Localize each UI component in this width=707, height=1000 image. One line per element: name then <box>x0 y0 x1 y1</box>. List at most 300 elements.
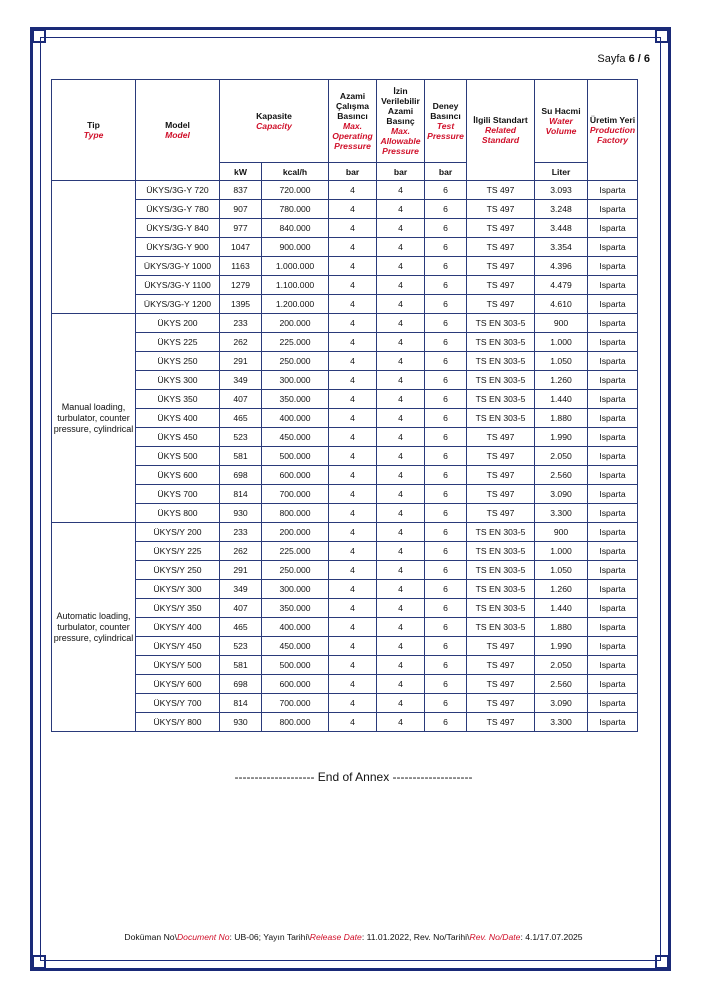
cell-kw: 698 <box>220 675 262 694</box>
cell-standard: TS 497 <box>467 428 535 447</box>
cell-test: 6 <box>425 238 467 257</box>
cell-standard: TS 497 <box>467 637 535 656</box>
cell-kw: 837 <box>220 181 262 200</box>
cell-standard: TS EN 303-5 <box>467 542 535 561</box>
table-row <box>52 257 638 276</box>
cell-water-volume: 900 <box>535 523 588 542</box>
cell-kcal: 350.000 <box>262 390 329 409</box>
cell-kcal: 450.000 <box>262 428 329 447</box>
cell-max-allow: 4 <box>377 580 425 599</box>
header-model-tr: Model <box>165 120 190 130</box>
cell-model: ÜKYS/3G-Y 1000 <box>136 257 220 276</box>
cell-factory: Isparta <box>588 542 638 561</box>
cell-max-op: 4 <box>329 352 377 371</box>
cell-standard: TS 497 <box>467 276 535 295</box>
cell-model: ÜKYS 450 <box>136 428 220 447</box>
cell-max-allow: 4 <box>377 409 425 428</box>
cell-kcal: 780.000 <box>262 200 329 219</box>
cell-max-allow: 4 <box>377 295 425 314</box>
table-row <box>52 694 638 713</box>
table-row <box>52 618 638 637</box>
cell-kw: 814 <box>220 694 262 713</box>
cell-model: ÜKYS/Y 800 <box>136 713 220 732</box>
cell-factory: Isparta <box>588 466 638 485</box>
cell-model: ÜKYS/Y 500 <box>136 656 220 675</box>
table-row <box>52 276 638 295</box>
table-row <box>52 428 638 447</box>
cell-test: 6 <box>425 314 467 333</box>
cell-test: 6 <box>425 637 467 656</box>
cell-max-allow: 4 <box>377 542 425 561</box>
header-water-en: Water Volume <box>545 116 577 136</box>
cell-factory: Isparta <box>588 314 638 333</box>
cell-factory: Isparta <box>588 428 638 447</box>
cell-water-volume: 1.990 <box>535 428 588 447</box>
cell-model: ÜKYS/Y 450 <box>136 637 220 656</box>
cell-max-allow: 4 <box>377 504 425 523</box>
cell-model: ÜKYS/Y 350 <box>136 599 220 618</box>
cell-test: 6 <box>425 409 467 428</box>
cell-test: 6 <box>425 618 467 637</box>
unit-bar: bar <box>377 163 425 181</box>
cell-test: 6 <box>425 257 467 276</box>
cell-kcal: 600.000 <box>262 466 329 485</box>
cell-factory: Isparta <box>588 257 638 276</box>
cell-kcal: 225.000 <box>262 542 329 561</box>
cell-test: 6 <box>425 599 467 618</box>
cell-kcal: 800.000 <box>262 713 329 732</box>
cell-water-volume: 3.090 <box>535 485 588 504</box>
cell-test: 6 <box>425 200 467 219</box>
cell-factory: Isparta <box>588 371 638 390</box>
footer-release-value: : 11.01.2022, Rev. No/Tarihi\ <box>361 932 470 942</box>
cell-standard: TS EN 303-5 <box>467 314 535 333</box>
cell-model: ÜKYS/Y 300 <box>136 580 220 599</box>
cell-max-allow: 4 <box>377 390 425 409</box>
table-row <box>52 447 638 466</box>
cell-kcal: 800.000 <box>262 504 329 523</box>
cell-max-allow: 4 <box>377 656 425 675</box>
cell-factory: Isparta <box>588 618 638 637</box>
cell-test: 6 <box>425 504 467 523</box>
cell-max-op: 4 <box>329 561 377 580</box>
header-max-operating-pressure <box>329 80 377 163</box>
cell-water-volume: 2.560 <box>535 466 588 485</box>
table-row <box>52 561 638 580</box>
cell-standard: TS EN 303-5 <box>467 523 535 542</box>
unit-bar: bar <box>329 163 377 181</box>
cell-model: ÜKYS/Y 225 <box>136 542 220 561</box>
header-test-pressure <box>425 80 467 163</box>
cell-max-allow: 4 <box>377 713 425 732</box>
cell-standard: TS EN 303-5 <box>467 580 535 599</box>
cell-factory: Isparta <box>588 219 638 238</box>
cell-kw: 930 <box>220 504 262 523</box>
cell-max-allow: 4 <box>377 618 425 637</box>
cell-model: ÜKYS/Y 200 <box>136 523 220 542</box>
cell-water-volume: 4.479 <box>535 276 588 295</box>
cell-water-volume: 3.090 <box>535 694 588 713</box>
cell-max-allow: 4 <box>377 447 425 466</box>
header-std-tr: İlgili Standart <box>473 115 528 125</box>
header-prod-en: Production Factory <box>589 125 636 145</box>
cell-standard: TS 497 <box>467 694 535 713</box>
cell-standard: TS 497 <box>467 257 535 276</box>
cell-kw: 523 <box>220 428 262 447</box>
cell-water-volume: 3.300 <box>535 504 588 523</box>
cell-max-op: 4 <box>329 485 377 504</box>
cell-model: ÜKYS 350 <box>136 390 220 409</box>
cell-water-volume: 1.440 <box>535 390 588 409</box>
cell-test: 6 <box>425 390 467 409</box>
cell-model: ÜKYS 700 <box>136 485 220 504</box>
cell-kw: 349 <box>220 580 262 599</box>
header-capacity-tr: Kapasite <box>256 111 292 121</box>
cell-model: ÜKYS/3G-Y 1100 <box>136 276 220 295</box>
table-row <box>52 485 638 504</box>
cell-standard: TS 497 <box>467 656 535 675</box>
page-number <box>597 53 650 65</box>
unit-bar: bar <box>425 163 467 181</box>
cell-factory: Isparta <box>588 409 638 428</box>
cell-test: 6 <box>425 352 467 371</box>
cell-model: ÜKYS 250 <box>136 352 220 371</box>
table-row <box>52 219 638 238</box>
cell-water-volume: 1.050 <box>535 352 588 371</box>
table-row <box>52 580 638 599</box>
table-row <box>52 656 638 675</box>
cell-test: 6 <box>425 694 467 713</box>
cell-kw: 977 <box>220 219 262 238</box>
frame-corner-ornament <box>655 955 669 969</box>
cell-model: ÜKYS/Y 250 <box>136 561 220 580</box>
table-row <box>52 352 638 371</box>
header-type <box>52 80 136 181</box>
cell-kcal: 400.000 <box>262 409 329 428</box>
cell-test: 6 <box>425 181 467 200</box>
cell-water-volume: 3.354 <box>535 238 588 257</box>
footer-release-en: Release Date <box>309 932 362 942</box>
footer-doc-no-value: : UB-06; Yayın Tarihi\ <box>229 932 310 942</box>
table-row <box>52 295 638 314</box>
cell-max-op: 4 <box>329 181 377 200</box>
cell-kcal: 720.000 <box>262 181 329 200</box>
table-row <box>52 390 638 409</box>
cell-kw: 407 <box>220 599 262 618</box>
cell-test: 6 <box>425 523 467 542</box>
cell-max-allow: 4 <box>377 428 425 447</box>
cell-test: 6 <box>425 675 467 694</box>
cell-water-volume: 2.560 <box>535 675 588 694</box>
cell-factory: Isparta <box>588 447 638 466</box>
cell-factory: Isparta <box>588 295 638 314</box>
cell-max-op: 4 <box>329 428 377 447</box>
header-type-en: Type <box>83 130 104 140</box>
cell-kcal: 450.000 <box>262 637 329 656</box>
table-row <box>52 675 638 694</box>
cell-max-allow: 4 <box>377 333 425 352</box>
unit-kw: kW <box>220 163 262 181</box>
page-count: 6 / 6 <box>628 53 650 65</box>
cell-water-volume: 1.440 <box>535 599 588 618</box>
cell-factory: Isparta <box>588 333 638 352</box>
cell-kw: 465 <box>220 618 262 637</box>
cell-standard: TS 497 <box>467 200 535 219</box>
cell-kcal: 1.100.000 <box>262 276 329 295</box>
cell-standard: TS EN 303-5 <box>467 390 535 409</box>
table-row <box>52 637 638 656</box>
cell-max-allow: 4 <box>377 219 425 238</box>
cell-max-op: 4 <box>329 219 377 238</box>
cell-kcal: 1.000.000 <box>262 257 329 276</box>
cell-test: 6 <box>425 713 467 732</box>
cell-water-volume: 3.093 <box>535 181 588 200</box>
header-prod-tr: Üretim Yeri <box>589 115 636 125</box>
header-max-allow-en: Max. Allowable Pressure <box>380 126 421 156</box>
cell-model: ÜKYS 800 <box>136 504 220 523</box>
cell-kcal: 350.000 <box>262 599 329 618</box>
cell-standard: TS 497 <box>467 295 535 314</box>
cell-kcal: 250.000 <box>262 561 329 580</box>
cell-test: 6 <box>425 485 467 504</box>
cell-factory: Isparta <box>588 656 638 675</box>
cell-standard: TS EN 303-5 <box>467 599 535 618</box>
cell-kw: 907 <box>220 200 262 219</box>
cell-max-op: 4 <box>329 599 377 618</box>
cell-kw: 233 <box>220 314 262 333</box>
cell-max-op: 4 <box>329 466 377 485</box>
cell-water-volume: 2.050 <box>535 656 588 675</box>
header-water-tr: Su Hacmi <box>541 106 581 116</box>
table-row <box>52 371 638 390</box>
cell-test: 6 <box>425 219 467 238</box>
cell-model: ÜKYS 225 <box>136 333 220 352</box>
cell-test: 6 <box>425 276 467 295</box>
cell-kw: 233 <box>220 523 262 542</box>
cell-max-allow: 4 <box>377 675 425 694</box>
header-max-op-tr: Azami Çalışma Basıncı <box>336 91 369 121</box>
footer-doc-no-en: Document No <box>176 932 230 942</box>
cell-model: ÜKYS/Y 600 <box>136 675 220 694</box>
cell-kw: 1395 <box>220 295 262 314</box>
header-related-standard <box>467 80 535 181</box>
cell-standard: TS 497 <box>467 466 535 485</box>
cell-kw: 581 <box>220 656 262 675</box>
cell-max-op: 4 <box>329 675 377 694</box>
cell-max-op: 4 <box>329 580 377 599</box>
cell-max-allow: 4 <box>377 523 425 542</box>
cell-standard: TS 497 <box>467 447 535 466</box>
cell-kcal: 400.000 <box>262 618 329 637</box>
cell-kcal: 840.000 <box>262 219 329 238</box>
cell-max-allow: 4 <box>377 599 425 618</box>
cell-max-op: 4 <box>329 618 377 637</box>
cell-kw: 407 <box>220 390 262 409</box>
cell-factory: Isparta <box>588 181 638 200</box>
cell-kw: 349 <box>220 371 262 390</box>
header-max-allowable-pressure <box>377 80 425 163</box>
cell-max-allow: 4 <box>377 694 425 713</box>
cell-max-op: 4 <box>329 238 377 257</box>
table-row <box>52 523 638 542</box>
header-model <box>136 80 220 181</box>
cell-water-volume: 3.448 <box>535 219 588 238</box>
type-cell: Automatic loading, turbulator, counter pressure, cylindrical <box>52 523 136 732</box>
cell-max-allow: 4 <box>377 257 425 276</box>
document-footer <box>0 932 707 942</box>
cell-model: ÜKYS 200 <box>136 314 220 333</box>
cell-standard: TS 497 <box>467 504 535 523</box>
cell-kcal: 200.000 <box>262 523 329 542</box>
cell-kw: 262 <box>220 333 262 352</box>
cell-kw: 581 <box>220 447 262 466</box>
cell-water-volume: 3.300 <box>535 713 588 732</box>
header-production-factory <box>588 80 638 181</box>
cell-standard: TS EN 303-5 <box>467 561 535 580</box>
cell-factory: Isparta <box>588 675 638 694</box>
cell-standard: TS EN 303-5 <box>467 352 535 371</box>
cell-kw: 698 <box>220 466 262 485</box>
cell-max-allow: 4 <box>377 181 425 200</box>
cell-kcal: 500.000 <box>262 447 329 466</box>
cell-max-op: 4 <box>329 390 377 409</box>
frame-corner-ornament <box>32 955 46 969</box>
cell-kcal: 500.000 <box>262 656 329 675</box>
cell-model: ÜKYS/Y 700 <box>136 694 220 713</box>
page-label: Sayfa <box>597 53 626 65</box>
table-row <box>52 599 638 618</box>
cell-standard: TS EN 303-5 <box>467 371 535 390</box>
cell-test: 6 <box>425 428 467 447</box>
cell-factory: Isparta <box>588 580 638 599</box>
table-row <box>52 181 638 200</box>
cell-max-allow: 4 <box>377 371 425 390</box>
frame-corner-ornament <box>655 29 669 43</box>
cell-kw: 291 <box>220 561 262 580</box>
cell-standard: TS 497 <box>467 238 535 257</box>
cell-test: 6 <box>425 371 467 390</box>
cell-factory: Isparta <box>588 485 638 504</box>
cell-max-op: 4 <box>329 713 377 732</box>
cell-max-op: 4 <box>329 637 377 656</box>
cell-water-volume: 2.050 <box>535 447 588 466</box>
cell-water-volume: 1.000 <box>535 333 588 352</box>
cell-factory: Isparta <box>588 637 638 656</box>
cell-kcal: 900.000 <box>262 238 329 257</box>
header-water-volume <box>535 80 588 163</box>
footer-doc-no-label: Doküman No\ <box>124 932 177 942</box>
cell-max-allow: 4 <box>377 276 425 295</box>
header-capacity-en: Capacity <box>256 121 292 131</box>
table-row <box>52 333 638 352</box>
cell-max-allow: 4 <box>377 485 425 504</box>
cell-water-volume: 1.050 <box>535 561 588 580</box>
cell-max-op: 4 <box>329 200 377 219</box>
header-test-tr: Deney Basıncı <box>430 101 461 121</box>
cell-standard: TS EN 303-5 <box>467 618 535 637</box>
cell-kcal: 300.000 <box>262 371 329 390</box>
type-cell: Manual loading, turbulator, counter pressure, cylindrical <box>52 314 136 523</box>
frame-corner-ornament <box>32 29 46 43</box>
header-capacity <box>220 80 329 163</box>
cell-kw: 1163 <box>220 257 262 276</box>
header-type-tr: Tip <box>87 120 100 130</box>
table-row <box>52 409 638 428</box>
cell-test: 6 <box>425 466 467 485</box>
table-row <box>52 713 638 732</box>
cell-test: 6 <box>425 561 467 580</box>
cell-factory: Isparta <box>588 352 638 371</box>
cell-kcal: 200.000 <box>262 314 329 333</box>
cell-model: ÜKYS/3G-Y 780 <box>136 200 220 219</box>
cell-max-op: 4 <box>329 371 377 390</box>
cell-standard: TS 497 <box>467 219 535 238</box>
cell-kw: 291 <box>220 352 262 371</box>
cell-kcal: 250.000 <box>262 352 329 371</box>
table-row <box>52 542 638 561</box>
header-std-en: Related Standard <box>481 125 520 145</box>
cell-kcal: 600.000 <box>262 675 329 694</box>
cell-factory: Isparta <box>588 523 638 542</box>
cell-model: ÜKYS 400 <box>136 409 220 428</box>
header-max-allow-tr: İzin Verilebilir Azami Basınç <box>381 86 420 126</box>
cell-model: ÜKYS/3G-Y 720 <box>136 181 220 200</box>
type-cell <box>52 181 136 314</box>
cell-max-allow: 4 <box>377 352 425 371</box>
footer-rev-value: : 4.1/17.07.2025 <box>520 932 583 942</box>
header-test-en: Test Pressure <box>427 121 464 141</box>
cell-kw: 262 <box>220 542 262 561</box>
end-of-annex: -------------------- End of Annex -------------------- <box>234 770 473 784</box>
cell-max-op: 4 <box>329 504 377 523</box>
cell-factory: Isparta <box>588 713 638 732</box>
cell-standard: TS 497 <box>467 485 535 504</box>
cell-standard: TS 497 <box>467 713 535 732</box>
cell-kcal: 1.200.000 <box>262 295 329 314</box>
cell-factory: Isparta <box>588 238 638 257</box>
cell-max-op: 4 <box>329 409 377 428</box>
cell-test: 6 <box>425 542 467 561</box>
cell-factory: Isparta <box>588 599 638 618</box>
cell-factory: Isparta <box>588 276 638 295</box>
cell-max-allow: 4 <box>377 238 425 257</box>
cell-water-volume: 4.396 <box>535 257 588 276</box>
cell-model: ÜKYS 600 <box>136 466 220 485</box>
cell-standard: TS 497 <box>467 675 535 694</box>
header-model-en: Model <box>165 130 190 140</box>
cell-test: 6 <box>425 447 467 466</box>
cell-model: ÜKYS/Y 400 <box>136 618 220 637</box>
cell-max-allow: 4 <box>377 637 425 656</box>
cell-max-allow: 4 <box>377 561 425 580</box>
cell-max-op: 4 <box>329 447 377 466</box>
unit-kcal: kcal/h <box>262 163 329 181</box>
cell-water-volume: 900 <box>535 314 588 333</box>
cell-factory: Isparta <box>588 694 638 713</box>
cell-kw: 523 <box>220 637 262 656</box>
cell-standard: TS EN 303-5 <box>467 333 535 352</box>
footer-rev-en: Rev. No/Date <box>469 932 521 942</box>
cell-max-op: 4 <box>329 276 377 295</box>
header-max-op-en: Max. Operating Pressure <box>332 121 373 151</box>
table-row <box>52 466 638 485</box>
cell-factory: Isparta <box>588 390 638 409</box>
cell-max-op: 4 <box>329 542 377 561</box>
cell-water-volume: 4.610 <box>535 295 588 314</box>
table-row <box>52 504 638 523</box>
cell-kw: 814 <box>220 485 262 504</box>
cell-max-allow: 4 <box>377 200 425 219</box>
